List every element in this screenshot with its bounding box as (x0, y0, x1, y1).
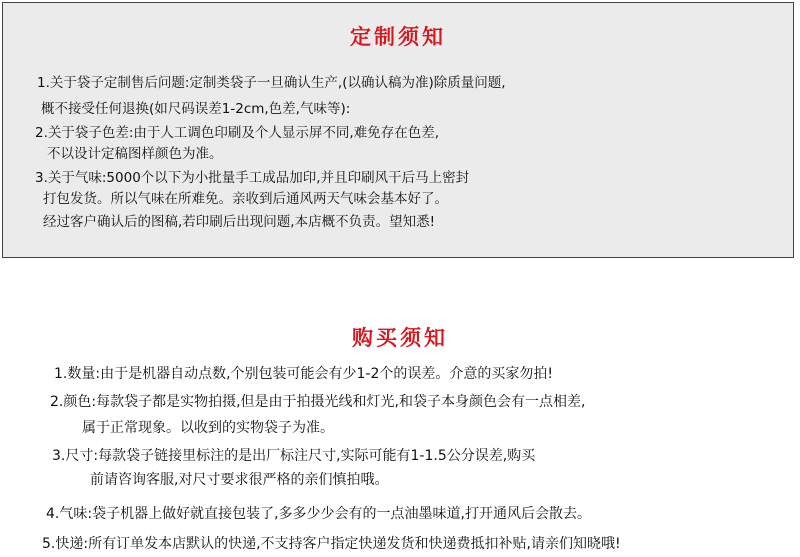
purchase-notice-title: 购买须知 (352, 325, 448, 350)
custom-notice-line: 经过客户确认后的图稿,若印刷后出现问题,本店概不负责。望知悉! (43, 214, 435, 230)
purchase-notice-line: 3.尺寸:每款袋子链接里标注的是出厂标注尺寸,实际可能有1-1.5公分误差,购买 (52, 448, 536, 464)
purchase-notice-line: 属于正常现象。以收到的实物袋子为准。 (82, 420, 334, 436)
purchase-notice-line: 前请咨询客服,对尺寸要求很严格的亲们慎拍哦。 (90, 472, 389, 488)
purchase-notice-line: 2.颜色:每款袋子都是实物拍摄,但是由于拍摄光线和灯光,和袋子本身颜色会有一点相差, (50, 394, 586, 410)
purchase-notice-line: 5.快递:所有订单发本店默认的快递,不支持客户指定快递发货和快递费抵扣补贴,请亲们知晓哦! (42, 536, 621, 552)
custom-notice-line: 2.关于袋子色差:由于人工调色印刷及个人显示屏不同,难免存在色差, (35, 125, 440, 141)
custom-notice-line: 1.关于袋子定制售后问题:定制类袋子一旦确认生产,(以确认稿为准)除质量问题, (37, 75, 506, 91)
custom-notice-line: 打包发货。所以气味在所难免。亲收到后通风两天气味会基本好了。 (43, 191, 448, 207)
custom-notice-line: 3.关于气味:5000个以下为小批量手工成品加印,并且印刷风干后马上密封 (35, 170, 470, 186)
custom-notice-line: 概不接受任何退换(如尺码误差1-2cm,色差,气味等): (41, 101, 351, 117)
purchase-notice-line: 4.气味:袋子机器上做好就直接包装了,多多少少会有的一点油墨味道,打开通风后会散去。 (46, 506, 591, 522)
purchase-notice-line: 1.数量:由于是机器自动点数,个别包装可能会有少1-2个的误差。介意的买家勿拍! (54, 366, 554, 382)
custom-notice-title: 定制须知 (350, 24, 446, 49)
custom-notice-box (2, 2, 794, 258)
custom-notice-line: 不以设计定稿图样颜色为准。 (47, 146, 223, 162)
